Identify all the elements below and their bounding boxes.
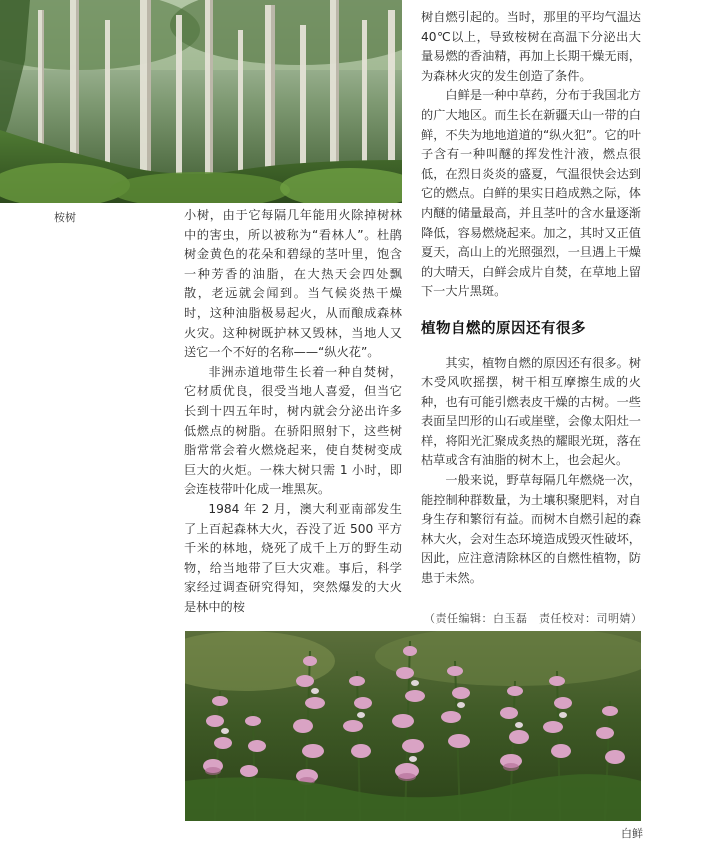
dictamnus-flowers-illustration xyxy=(185,631,641,821)
paragraph: 其实，植物自燃的原因还有很多。树木受风吹摇摆，树干相互摩擦生成的火种，也有可能引燃表皮干燥的古树。一些表面呈凹形的山石或崖壁，会像太阳灶一样，将阳光汇聚成炙热的耀眼光斑，落在枯草或含有油脂的树木上，也会起火。 xyxy=(421,355,641,468)
dictamnus-caption: 白鲜 xyxy=(621,827,643,840)
paragraph: 一般来说，野草每隔几年燃烧一次，能控制种群数量，为土壤积聚肥料，对自身生存和繁衍有益。而树木自燃引起的森林大火，会对生态环境造成毁灭性破坏，因此，应注意清除林区的自燃性植物，防患于未然。 xyxy=(421,473,641,586)
paragraph: 1984 年 2 月，澳大利亚南部发生了上百起森林大火，吞没了近 500 平方千米的林地，烧死了成千上万的野生动物，给当地带了巨大灾难。事后，科学家经过调查研究得知，突然爆发的大火是林中的桉 xyxy=(184,501,402,614)
paragraph: 树自燃引起的。当时，那里的平均气温达 40℃以上，导致桉树在高温下分泌出大量易燃的香油精，再加上长期干燥无雨，为森林火灾的发生创造了条件。 xyxy=(421,10,641,83)
paragraph: 非洲赤道地带生长着一种自焚树，它材质优良，很受当地人喜爱，但当它长到十四五年时，树内就会分泌出许多低燃点的树脂。在骄阳照射下，这些树脂常常会着火燃烧起来，使自焚树变成巨大的火炬。一株大树只需 1 小时，即会连枝带叶化成一堆黑灰。 xyxy=(184,364,402,497)
dictamnus-photo xyxy=(185,631,641,821)
eucalyptus-forest-illustration xyxy=(0,0,402,203)
paragraph: 白鲜是一种中草药，分布于我国北方的广大地区。而生长在新疆天山一带的白鲜，不失为地地道道的“纵火犯”。它的叶子含有一种叫醚的挥发性汁液，燃点很低，在烈日炎炎的盛夏，气温很快会达到它的燃点。白鲜的果实日趋成熟之际，体内醚的储量最高，并且茎叶的含水量逐渐降低，容易燃烧起来。加之，其时又正值夏天，高山上的光照强烈，一旦遇上干燥的大晴天，白鲜会成片自焚，在草地上留下一大片黑斑。 xyxy=(421,88,641,299)
text-column-right xyxy=(421,8,641,589)
eucalyptus-photo xyxy=(0,0,402,203)
text-column-middle xyxy=(184,206,402,617)
paragraph: 小树，由于它每隔几年能用火除掉树林中的害虫，所以被称为“看林人”。杜鹃树金黄色的花朵和碧绿的茎叶里，饱含一种芳香的油脂，在大热天会四处飘散，老远就会闻到。当气候炎热干燥时，这种油脂极易起火，从而酿成森林火灾。这种树既护林又毁林，当地人又送它一个不好的名称——“纵火花”。 xyxy=(184,208,402,360)
section-heading: 植物自燃的原因还有很多 xyxy=(421,320,586,337)
editor-credits: （责任编辑：白玉磊 责任校对：司明婧） xyxy=(424,612,643,625)
eucalyptus-caption: 桉树 xyxy=(54,211,76,224)
